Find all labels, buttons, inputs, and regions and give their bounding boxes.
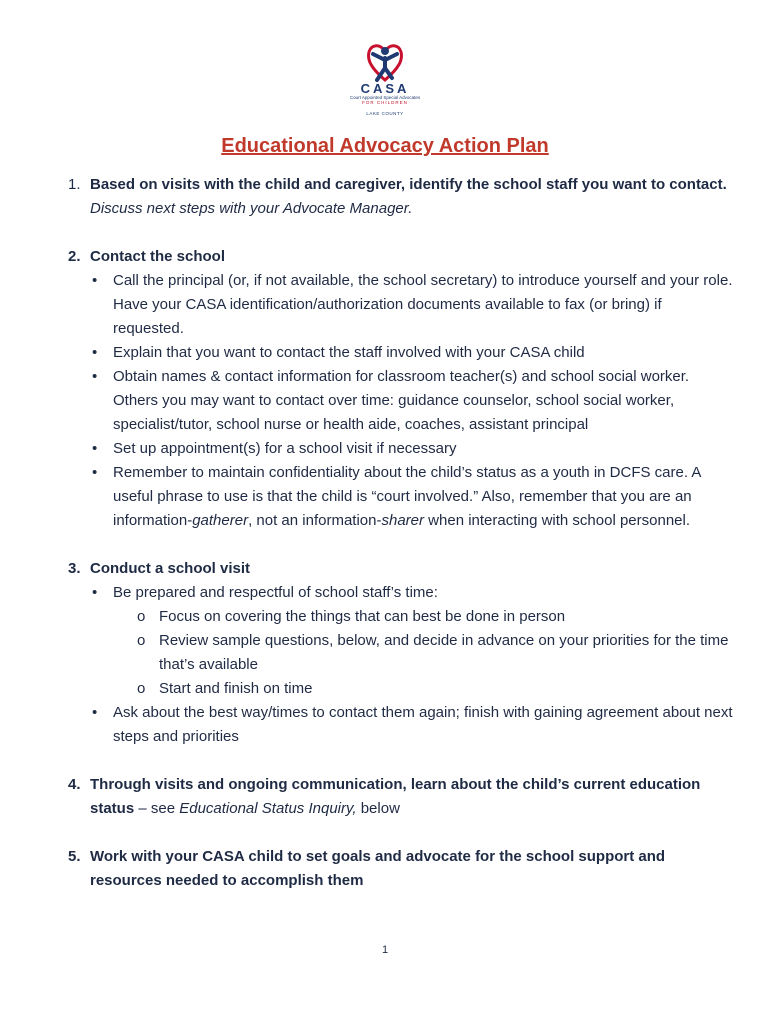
step-heading: Based on visits with the child and caregiver, identify the school staff you want to contact. bbox=[90, 176, 727, 193]
bullet-list bbox=[90, 581, 733, 749]
logo-tagline: Court Appointed Special Advocates bbox=[349, 95, 421, 100]
step-number: 5. bbox=[68, 848, 81, 865]
sub-list bbox=[113, 605, 733, 701]
page-number: 1 bbox=[381, 944, 389, 956]
step-note: Discuss next steps with your Advocate Manager. bbox=[90, 200, 413, 217]
step-5 bbox=[68, 845, 733, 893]
step-heading: Work with your CASA child to set goals and advocate for the school support and resources needed to accomplish them bbox=[90, 848, 666, 889]
step-number: 4. bbox=[68, 776, 81, 793]
logo-county: LAKE COUNTY bbox=[366, 111, 404, 116]
list-item: • Obtain names & contact information for classroom teacher(s) and school social worker. Others you may want to contact over time: guidance counselor, school social worker, specialist/tutor, school nurse or health aide, coaches, assistant principal bbox=[90, 365, 733, 437]
action-plan-list bbox=[68, 173, 733, 917]
step-3 bbox=[68, 557, 733, 749]
step-1 bbox=[68, 173, 733, 221]
list-item: • Call the principal (or, if not available, the school secretary) to introduce yourself and your role. Have your CASA identification/authorization documents available to fax (or bring) if requested. bbox=[90, 269, 733, 341]
step-number: 2. bbox=[68, 248, 81, 265]
logo-tagline-children: FOR CHILDREN bbox=[362, 100, 408, 105]
step-heading: Conduct a school visit bbox=[90, 560, 251, 577]
list-item: • Be prepared and respectful of school staff’s time: o Focus on covering the things that can best be done in person o Review sample questions, below, and decide in advance on your priorities for the time that’s available o Start and finish on time bbox=[90, 581, 733, 701]
casa-logo bbox=[340, 40, 430, 124]
list-item: • Ask about the best way/times to contact them again; finish with gaining agreement about next steps and priorities bbox=[90, 701, 733, 749]
sub-list-item: o Focus on covering the things that can best be done in person bbox=[137, 605, 733, 629]
step-reference: Educational Status Inquiry, bbox=[179, 800, 357, 817]
step-number: 1. bbox=[68, 176, 81, 193]
step-number: 3. bbox=[68, 560, 81, 577]
logo-brand: CASA bbox=[360, 81, 410, 96]
step-2 bbox=[68, 245, 733, 533]
list-item: • Remember to maintain confidentiality about the child’s status as a youth in DCFS care. A useful phrase to use is that the child is “court involved.” Also, remember that you are an information-gatherer, not an information-sharer when interacting with school personnel. bbox=[90, 461, 733, 533]
list-item: • Explain that you want to contact the staff involved with your CASA child bbox=[90, 341, 733, 365]
casa-heart-figure-icon bbox=[365, 40, 405, 84]
step-heading: Through visits and ongoing communication, learn about the child’s current education status bbox=[90, 776, 701, 817]
sub-list-item: o Start and finish on time bbox=[137, 677, 733, 701]
document-title: Educational Advocacy Action Plan bbox=[221, 135, 549, 157]
bullet-list bbox=[90, 269, 733, 533]
list-item: • Set up appointment(s) for a school visit if necessary bbox=[90, 437, 733, 461]
step-4: 4. Through visits and ongoing communication, learn about the child’s current education status – see Educational Status Inquiry, below bbox=[68, 773, 733, 821]
step-heading: Contact the school bbox=[90, 248, 226, 265]
sub-list-item: o Review sample questions, below, and decide in advance on your priorities for the time that’s available bbox=[137, 629, 733, 677]
